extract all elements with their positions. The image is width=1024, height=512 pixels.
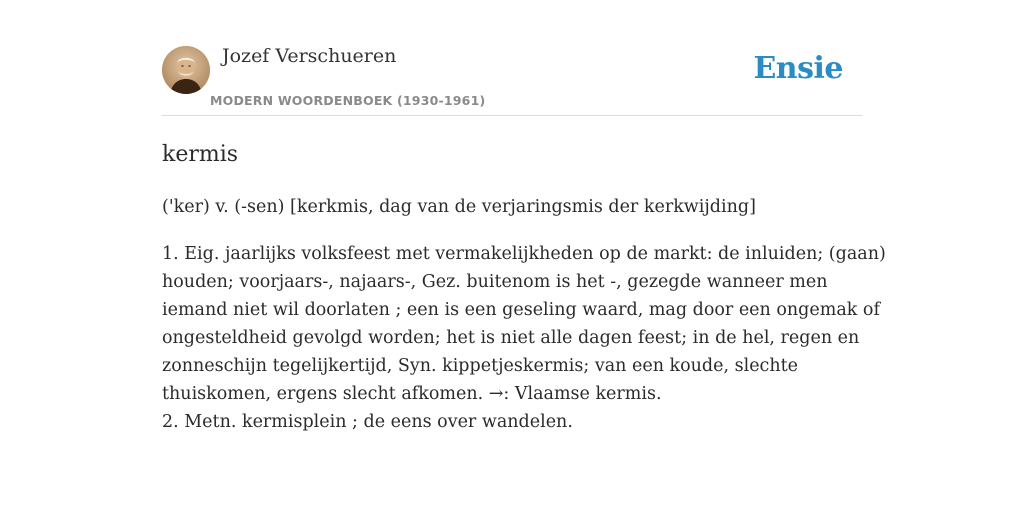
headword: kermis (162, 142, 239, 167)
definition (162, 240, 886, 436)
definition-line: 2. Metn. kermisplein ; de eens over wandelen. (162, 412, 573, 432)
author-avatar[interactable] (162, 46, 210, 94)
definition-line: ongesteldheid gevolgd worden; het is niet alle dagen feest; in de hel, regen en (162, 328, 860, 348)
definition-line: zonneschijn tegelijkertijd, Syn. kippetjeskermis; van een koude, slechte (162, 356, 799, 376)
etymology: ('ker) v. (-sen) [kerkmis, dag van de verjaringsmis der kerkwijding] (162, 197, 756, 217)
definition-line: thuiskomen, ergens slecht afkomen. →: Vlaamse kermis. (162, 384, 662, 404)
definition-line: 1. Eig. jaarlijks volksfeest met vermakelijkheden op de markt: de inluiden; (gaan) (162, 244, 886, 264)
author-name[interactable]: Jozef Verschueren (222, 45, 397, 67)
entry-header (162, 40, 862, 116)
author-portrait-icon (162, 46, 210, 94)
entry-card (162, 40, 886, 436)
ensie-logo[interactable]: Ensie (753, 51, 843, 86)
definition-line: iemand niet wil doorlaten ; een is een geseling waard, mag door een ongemak of (162, 300, 880, 320)
dictionary-source[interactable]: MODERN WOORDENBOEK (1930-1961) (210, 93, 486, 108)
definition-line: houden; voorjaars-, najaars-, Gez. buitenom is het -, gezegde wanneer men (162, 272, 828, 292)
